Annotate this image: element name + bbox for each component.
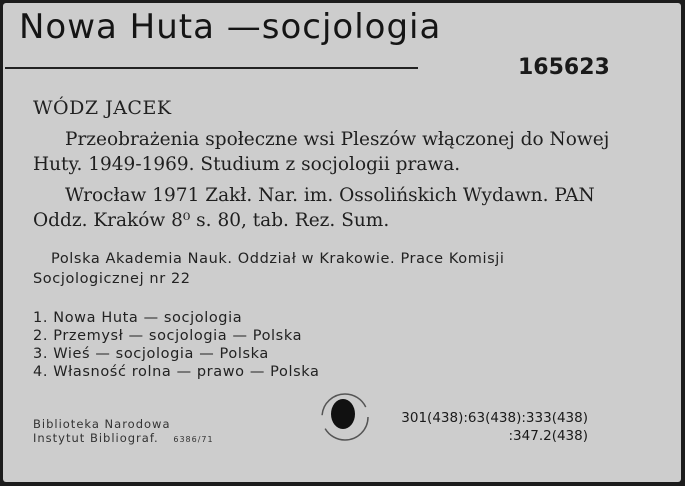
- classification-code: [398, 409, 588, 445]
- title-statement: Przeobrażenia społeczne wsi Pleszów włączonej do Nowej Huty. 1949-1969. Studium z socjologii prawa.: [33, 129, 610, 175]
- subject-heading: Nowa Huta —socjologia: [19, 7, 442, 47]
- series-statement: Polska Akademia Nauk. Oddział w Krakowie. Prace Komisji Socjologicznej nr 22: [33, 251, 505, 287]
- library-name: Biblioteka Narodowa: [33, 417, 171, 431]
- author: WÓDZ JACEK: [33, 97, 172, 119]
- imprint-statement: Wrocław 1971 Zakł. Nar. im. Ossolińskich Wydawn. PAN Oddz. Kraków 8⁰ s. 80, tab. Rez. Sum.: [33, 185, 595, 231]
- classification-line-1: 301(438):63(438):333(438): [401, 410, 588, 426]
- subject-item: 2. Przemysł — socjologia — Polska: [33, 328, 303, 344]
- library-stamp: [33, 417, 214, 447]
- library-code: 6386/71: [173, 435, 214, 444]
- subject-item: 4. Własność rolna — prawo — Polska: [33, 364, 320, 380]
- classification-line-2: :347.2(438): [508, 428, 588, 444]
- subject-item: 1. Nowa Huta — socjologia: [33, 310, 243, 326]
- subject-list: [33, 309, 319, 381]
- call-number: 165623: [518, 55, 610, 80]
- catalog-card: [3, 3, 681, 482]
- stamp-icon: [315, 389, 375, 449]
- heading-rule: [5, 67, 418, 69]
- library-institute: Instytut Bibliograf.: [33, 431, 159, 445]
- subject-item: 3. Wieś — socjologia — Polska: [33, 346, 269, 362]
